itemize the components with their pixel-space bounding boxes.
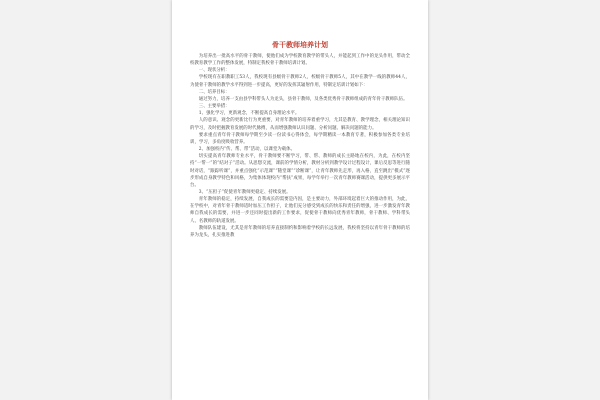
paragraph: 要求重点青年骨干教师每学期至少读一份读书心得体会，每学期精读一本教育专著，积极参加各类专业培训，学习，多角度吸收营养。 <box>190 132 410 145</box>
document-body <box>190 53 410 239</box>
paragraph: 人的意识、观念的更新比行为更重要，对青年教师的培养着重学习，尤其是教育、教学理念，相关理论知识的学习，及时把握教育发展的时代脉搏，从而增强教师认识问题、分析问题、解决问题的能力。 <box>190 118 410 131</box>
paragraph: 2、加强校内“传、帮、带”活动，以课堂为载体。 <box>198 147 296 153</box>
paragraph: 通过努力，培养一支由县学科带头人为龙头，县骨干教师，及各类优秀骨干教师组成的青年骨干教师队伍。 <box>198 96 408 102</box>
paragraph: 学校现有在职教职工53人，我校现有县级骨干教师2人，校级骨干教师5人，其中在教学一线的教师44人，为使骨干教师的教学水平得到进一步提高，更好的发挥其辐射作用，特制定培训计划如下： <box>190 75 410 88</box>
paragraph: 切实提高青年教师专业水平，骨干教师要不断学习，带、帮、教师的成长主路地在校内，为此，在校内坚持“一帮一”的“结对子”活动。从思想交流，课前的学情分析，教材分析到教学设计过程设计，课后反思等进行随时对话，“跟踪听课”，并重点强化“示范课”“随堂课”“诊断课”，让青年教师先走形，再入格，直至跳出“模式”逐步形成自身教学特色和风格，为集体体现校内“帮扶”成果，每学年举行一次青年教师赛课活动，提供更多展示平台。 <box>190 154 410 188</box>
section-heading: 二、培养目标： <box>198 89 230 95</box>
paragraph: 教师队伍建设，尤其是青年教师的培养直接制约和影响着学校的长远发展，我校将坚持以青年骨干教师的培养为龙头，扎实推进教 <box>190 225 410 238</box>
document-title: 骨干教师培养计划 <box>272 40 328 49</box>
paragraph: 青年教师的稳定，持续发展，自我成长的需要是内因，是主要动力，外部环境起着巨大的推动作用，为此，在学校中，对青年骨干教师适时加压工作担子，让他们充分感受到成长的快乐和责任的增强，进一步激发青年教师自我成长的需要，并进一步还同时提出新的工作要求，促使骨干教师向优秀青年教师，骨干教师、学科带头人、名教师的轨道发展。 <box>190 197 410 224</box>
paragraph: 3、“压担子”促使青年教师更稳定、持续发展。 <box>198 189 291 195</box>
paragraph: 1、强化学习，更新观念，不断提高自身理论水平。 <box>198 111 300 117</box>
section-heading: 三、主要举措： <box>198 104 230 110</box>
section-heading: 一、现状分析： <box>198 68 230 74</box>
paragraph: 为培养出一批高水平的骨干教师，使他们成为学校教育教学的带头人，并能起到工作中的龙头作用，带动全校教育教学工作的整体发展，特制定我校骨干教师培训计划。 <box>190 54 410 67</box>
document-page <box>172 0 428 400</box>
